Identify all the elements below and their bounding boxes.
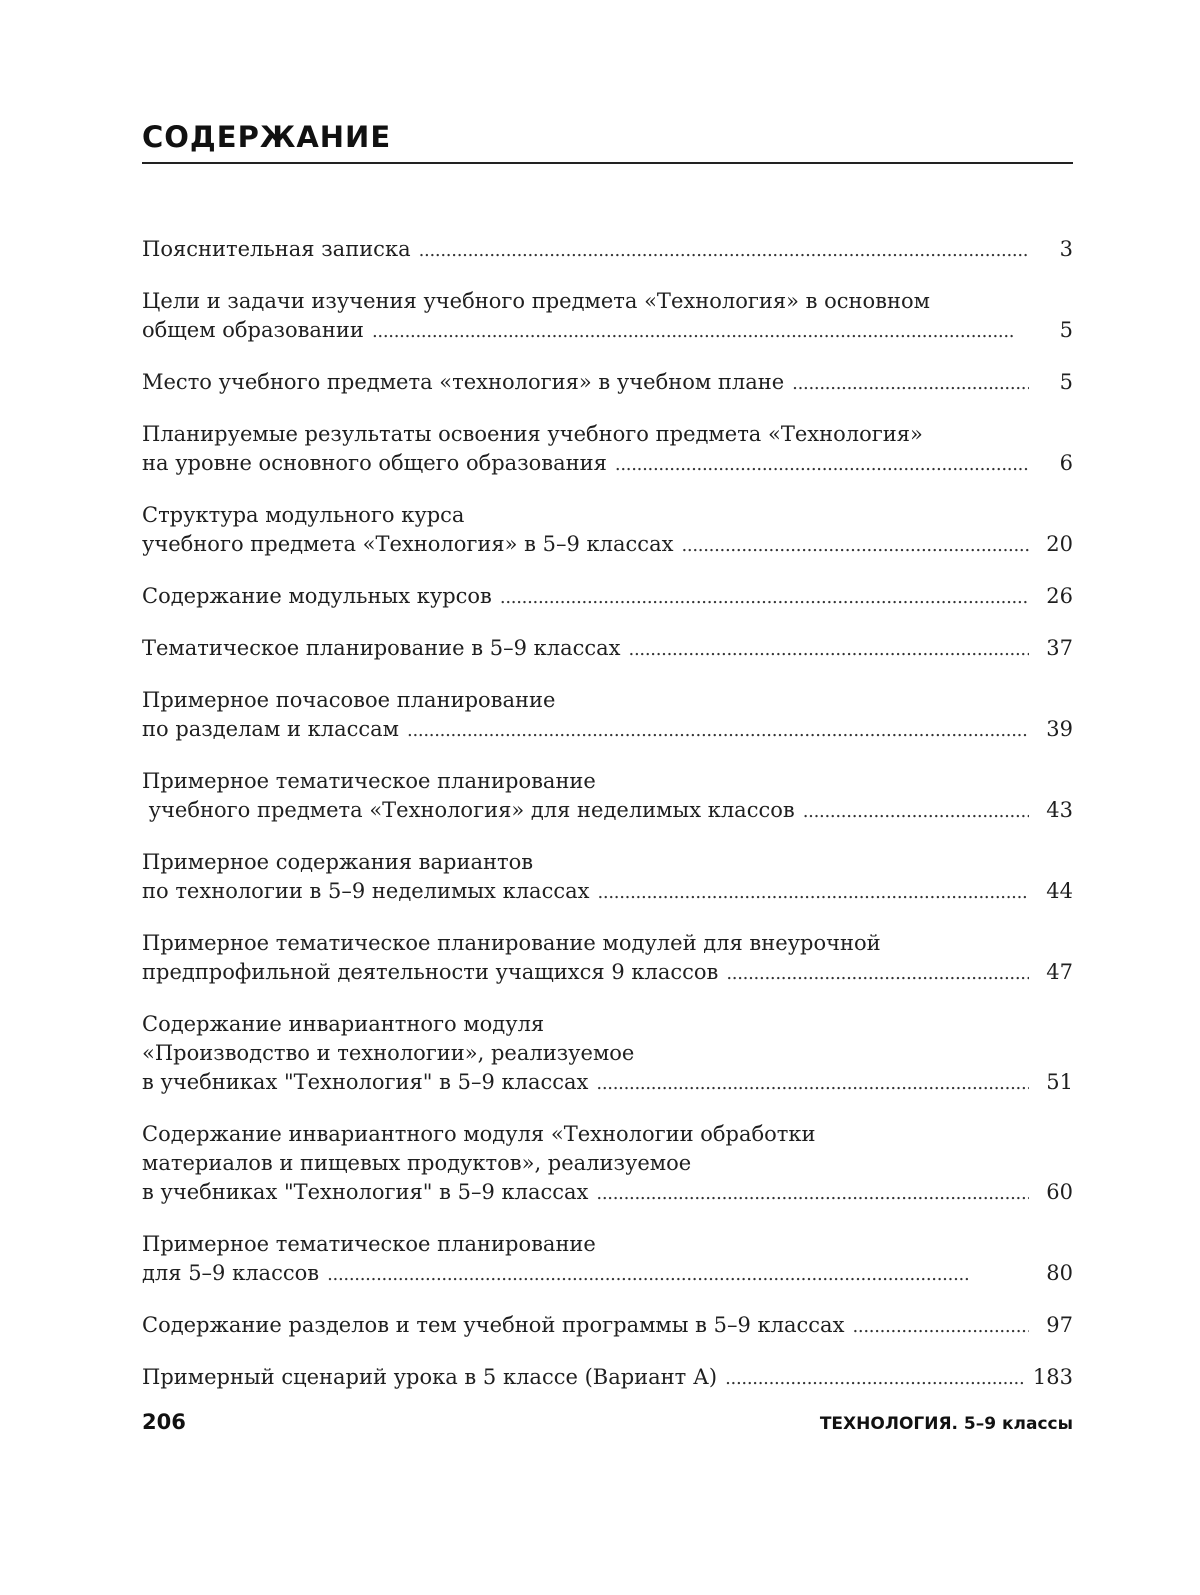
- dot-leader: [372, 317, 1029, 346]
- toc-page-number: 60: [1046, 1180, 1073, 1204]
- toc-entry[interactable]: [142, 420, 1073, 479]
- toc-page-number: 37: [1046, 636, 1073, 660]
- toc-entry-last-line: [142, 715, 1073, 745]
- page-title: СОДЕРЖАНИЕ: [142, 120, 392, 154]
- toc-entry-line: Примерное тематическое планирование модулей для внеурочной: [142, 931, 881, 955]
- toc-entry-line: «Производство и технологии», реализуемое: [142, 1041, 635, 1065]
- footer-page-number: 206: [142, 1410, 186, 1434]
- dot-leader: [681, 531, 1029, 560]
- toc-entry-line: Примерное содержания вариантов: [142, 850, 534, 874]
- toc-page-number: 183: [1032, 1365, 1073, 1389]
- toc-entry-title: для 5–9 классов: [142, 1261, 320, 1285]
- toc-entry-last-line: [142, 316, 1073, 346]
- toc-entry-line: Структура модульного курса: [142, 503, 465, 527]
- toc-entry-title: предпрофильной деятельности учащихся 9 классов: [142, 960, 719, 984]
- toc-entry-title: Примерный сценарий урока в 5 классе (Вариант А): [142, 1365, 718, 1389]
- toc-entry-line: материалов и пищевых продуктов», реализуемое: [142, 1151, 692, 1175]
- toc-page-number: 47: [1046, 960, 1073, 984]
- toc-entry-last-line: [142, 1178, 1073, 1208]
- toc-entry-title: Содержание разделов и тем учебной программы в 5–9 классах: [142, 1313, 845, 1337]
- toc-entry-title: Тематическое планирование в 5–9 классах: [142, 636, 621, 660]
- toc-entry-last-line: [142, 530, 1073, 560]
- toc-entry-line: Примерное почасовое планирование: [142, 688, 556, 712]
- dot-leader: [596, 1069, 1029, 1098]
- dot-leader: [792, 369, 1029, 398]
- toc-entry[interactable]: [142, 287, 1073, 346]
- toc-entry-last-line: [142, 1311, 1073, 1341]
- toc-page-number: 26: [1046, 584, 1073, 608]
- toc-entry[interactable]: [142, 1120, 1073, 1208]
- toc-entry[interactable]: [142, 501, 1073, 560]
- table-of-contents: [142, 235, 1073, 1415]
- toc-entry-last-line: [142, 796, 1073, 826]
- toc-entry[interactable]: [142, 686, 1073, 745]
- toc-entry-last-line: [142, 1068, 1073, 1098]
- dot-leader: [327, 1260, 1029, 1289]
- dot-leader: [597, 878, 1029, 907]
- toc-page-number: 3: [1059, 237, 1073, 261]
- toc-entry-line: Цели и задачи изучения учебного предмета «Технология» в основном: [142, 289, 930, 313]
- toc-page-number: 51: [1046, 1070, 1073, 1094]
- toc-entry-title: в учебниках "Технология" в 5–9 классах: [142, 1070, 589, 1094]
- toc-entry-title: Содержание модульных курсов: [142, 584, 492, 608]
- dot-leader: [726, 959, 1029, 988]
- toc-page-number: 97: [1046, 1313, 1073, 1337]
- dot-leader: [419, 236, 1029, 265]
- dot-leader: [852, 1312, 1029, 1341]
- toc-entry[interactable]: [142, 1230, 1073, 1289]
- toc-page-number: 20: [1046, 532, 1073, 556]
- toc-entry-title: общем образовании: [142, 318, 364, 342]
- toc-entry-line: Примерное тематическое планирование: [142, 769, 596, 793]
- toc-entry-last-line: [142, 1259, 1073, 1289]
- page-footer: [142, 1410, 1073, 1434]
- toc-entry-last-line: [142, 235, 1073, 265]
- toc-entry-title: Место учебного предмета «технология» в учебном плане: [142, 370, 785, 394]
- dot-leader: [596, 1179, 1029, 1208]
- toc-page-number: 39: [1046, 717, 1073, 741]
- toc-entry-title: на уровне основного общего образования: [142, 451, 607, 475]
- title-rule: [142, 162, 1073, 164]
- toc-entry-last-line: [142, 958, 1073, 988]
- toc-entry-last-line: [142, 1363, 1073, 1393]
- toc-entry-title: в учебниках "Технология" в 5–9 классах: [142, 1180, 589, 1204]
- footer-running-title: ТЕХНОЛОГИЯ. 5–9 классы: [819, 1414, 1073, 1434]
- toc-entry-last-line: [142, 582, 1073, 612]
- toc-entry-last-line: [142, 877, 1073, 907]
- toc-entry-last-line: [142, 368, 1073, 398]
- toc-entry[interactable]: [142, 1010, 1073, 1098]
- toc-entry-line: Планируемые результаты освоения учебного предмета «Технология»: [142, 422, 923, 446]
- toc-entry[interactable]: [142, 582, 1073, 612]
- dot-leader: [407, 716, 1029, 745]
- dot-leader: [629, 635, 1030, 664]
- toc-entry[interactable]: [142, 1311, 1073, 1341]
- toc-entry[interactable]: [142, 634, 1073, 664]
- toc-entry-title: учебного предмета «Технология» в 5–9 классах: [142, 532, 674, 556]
- toc-page-number: 80: [1046, 1261, 1073, 1285]
- toc-entry-last-line: [142, 449, 1073, 479]
- toc-entry-title: по разделам и классам: [142, 717, 399, 741]
- toc-entry-title: учебного предмета «Технология» для неделимых классов: [142, 798, 795, 822]
- toc-entry[interactable]: [142, 368, 1073, 398]
- toc-entry[interactable]: [142, 848, 1073, 907]
- toc-entry[interactable]: [142, 1363, 1073, 1393]
- dot-leader: [500, 583, 1029, 612]
- toc-page-number: 43: [1046, 798, 1073, 822]
- toc-entry-title: Пояснительная записка: [142, 237, 411, 261]
- toc-entry-line: Содержание инвариантного модуля «Технологии обработки: [142, 1122, 816, 1146]
- toc-page-number: 5: [1059, 370, 1073, 394]
- toc-entry-line: Содержание инвариантного модуля: [142, 1012, 545, 1036]
- toc-page-number: 44: [1046, 879, 1073, 903]
- toc-entry-last-line: [142, 634, 1073, 664]
- dot-leader: [615, 450, 1029, 479]
- toc-entry[interactable]: [142, 235, 1073, 265]
- toc-entry[interactable]: [142, 767, 1073, 826]
- toc-entry-title: по технологии в 5–9 неделимых классах: [142, 879, 590, 903]
- toc-entry-line: Примерное тематическое планирование: [142, 1232, 596, 1256]
- toc-entry[interactable]: [142, 929, 1073, 988]
- toc-page-number: 5: [1059, 318, 1073, 342]
- dot-leader: [803, 797, 1029, 826]
- dot-leader: [725, 1364, 1025, 1393]
- toc-page-number: 6: [1059, 451, 1073, 475]
